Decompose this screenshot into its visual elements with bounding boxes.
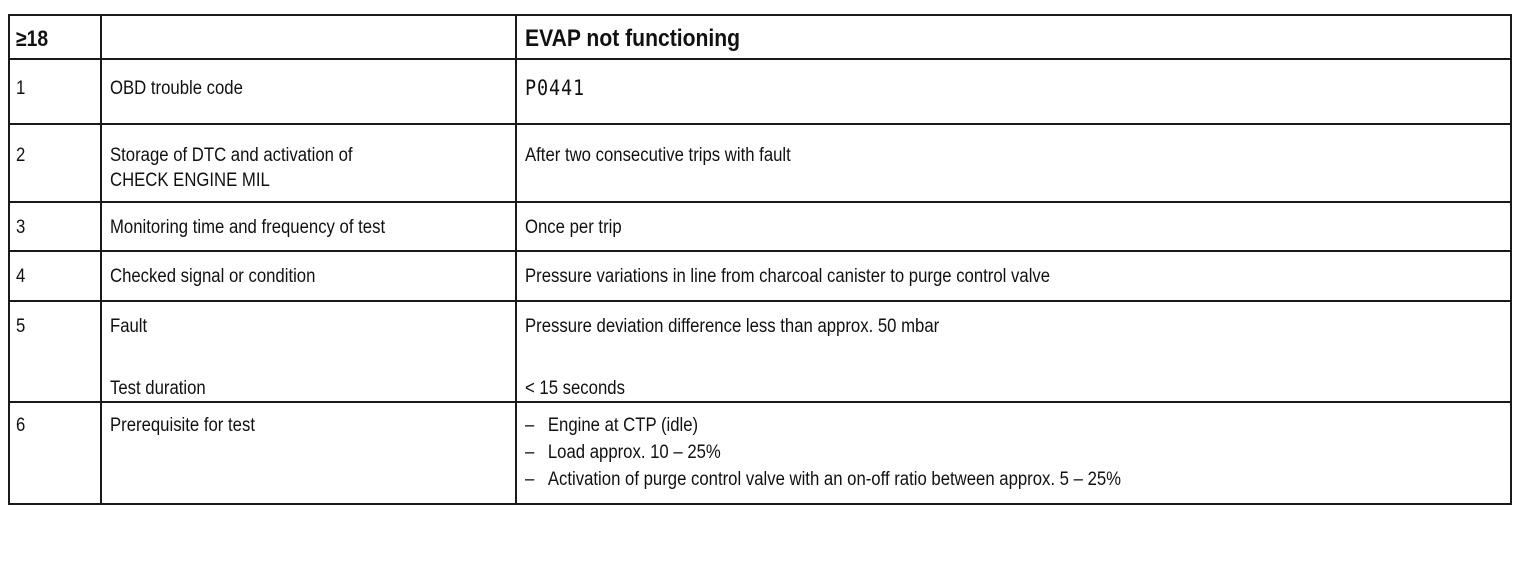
test-duration-value: < 15 seconds: [525, 378, 625, 399]
list-item: [525, 413, 1502, 438]
prerequisite-list: [525, 413, 1502, 492]
dash-bullet: –: [525, 442, 535, 463]
list-item: [525, 440, 1502, 465]
list-item: [525, 467, 1502, 492]
header-empty-cell: [101, 15, 516, 59]
table-row: [9, 301, 1511, 402]
table-header-row: [9, 15, 1511, 59]
list-item-text: Activation of purge control valve with an on-off ratio between approx. 5 – 25%: [547, 469, 1122, 490]
header-number-cell: [9, 15, 101, 59]
row-value: Once per trip: [525, 217, 622, 238]
table-row: [9, 402, 1511, 504]
row-number: 3: [16, 217, 26, 238]
table-row: [9, 251, 1511, 301]
trouble-code: P0441: [525, 76, 586, 100]
fault-value: Pressure deviation difference less than approx. 50 mbar: [525, 316, 940, 337]
dash-bullet: –: [525, 469, 535, 490]
diagnostic-table: [8, 14, 1512, 505]
row-label-line2: CHECK ENGINE MIL: [110, 170, 270, 191]
header-title-cell: [516, 15, 1511, 59]
dash-bullet: –: [525, 415, 535, 436]
row-label: Prerequisite for test: [110, 415, 255, 436]
test-duration-label: Test duration: [110, 378, 206, 399]
diagnostic-table-sheet: [8, 14, 1508, 572]
fault-label: Fault: [110, 316, 148, 337]
section-number: ≥18: [16, 26, 49, 51]
row-label: OBD trouble code: [110, 78, 243, 99]
row-number: 1: [16, 78, 26, 99]
row-number: 6: [16, 415, 26, 436]
table-row: [9, 124, 1511, 202]
row-number: 4: [16, 266, 26, 287]
row-value: After two consecutive trips with fault: [525, 145, 791, 166]
list-item-text: Load approx. 10 – 25%: [547, 442, 721, 463]
row-label: Monitoring time and frequency of test: [110, 217, 386, 238]
list-item-text: Engine at CTP (idle): [547, 415, 699, 436]
row-number: 5: [16, 316, 26, 337]
table-row: [9, 202, 1511, 251]
row-label: Checked signal or condition: [110, 266, 316, 287]
table-row: [9, 59, 1511, 124]
section-title: EVAP not functioning: [525, 25, 741, 52]
row-value: Pressure variations in line from charcoal canister to purge control valve: [525, 266, 1051, 287]
row-label-line1: Storage of DTC and activation of: [110, 145, 353, 166]
row-number: 2: [16, 145, 26, 166]
